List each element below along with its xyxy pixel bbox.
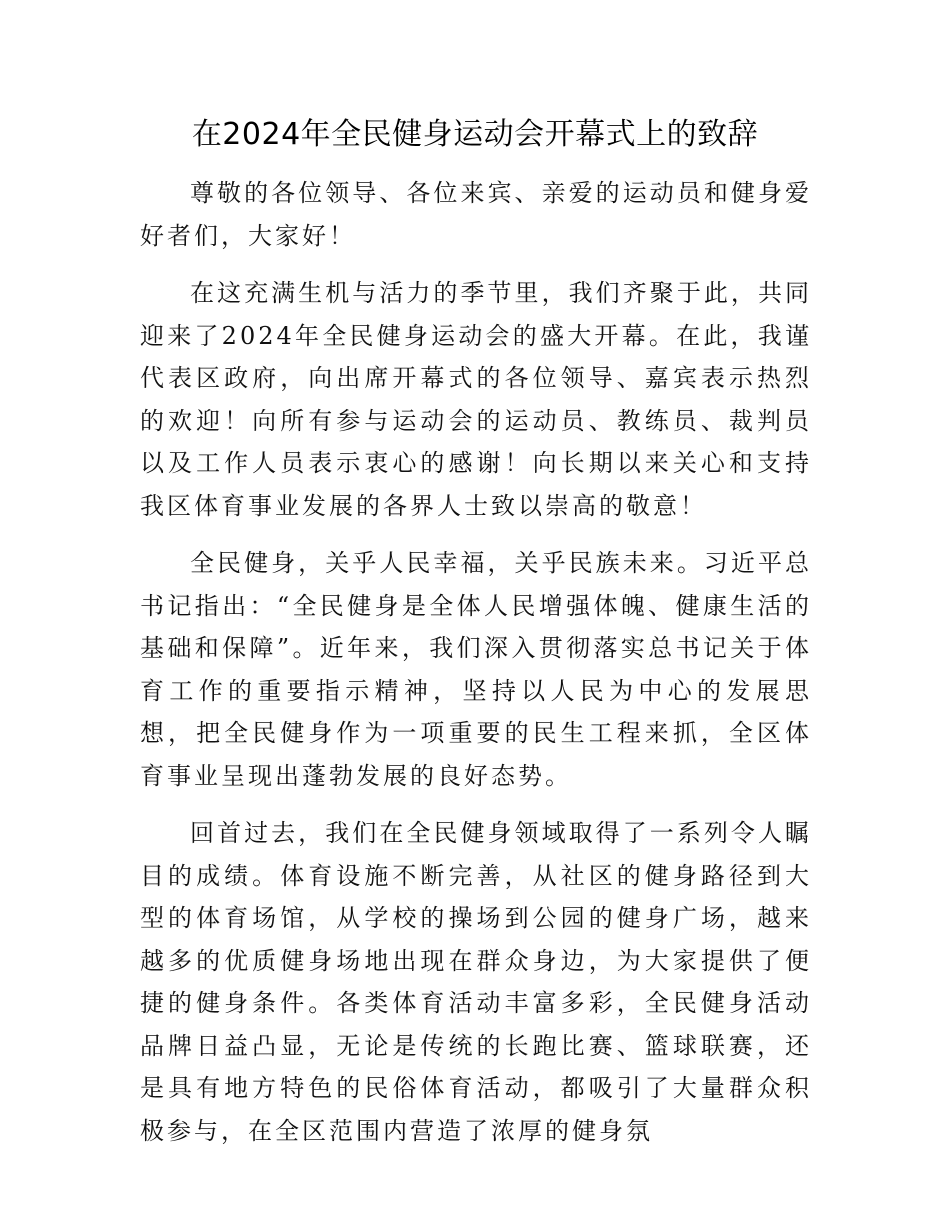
paragraph-greeting: 尊敬的各位领导、各位来宾、亲爱的运动员和健身爱好者们，大家好！ [140, 179, 812, 250]
paragraph-welcome: 在这充满生机与活力的季节里，我们齐聚于此，共同迎来了2024年全民健身运动会的盛大开幕。在此，我谨代表区政府，向出席开幕式的各位领导、嘉宾表示热烈的欢迎！向所有参与运动会的运动员、教练员、裁判员以及工作人员表示衷心的感谢！向长期以来关心和支持我区体育事业发展的各界人士致以崇高的敬意！ [140, 279, 812, 520]
paragraph-achievements: 回首过去，我们在全民健身领域取得了一系列令人瞩目的成绩。体育设施不断完善，从社区的健身路径到大型的体育场馆，从学校的操场到公园的健身广场，越来越多的优质健身场地出现在群众身边，为大家提供了便捷的健身条件。各类体育活动丰富多彩，全民健身活动品牌日益凸显，无论是传统的长跑比赛、篮球联赛，还是具有地方特色的民俗体育活动，都吸引了大量群众积极参与，在全区范围内营造了浓厚的健身氛 [140, 819, 812, 1145]
document-body [140, 172, 812, 1167]
paragraph-fitness-importance: 全民健身，关乎人民幸福，关乎民族未来。习近平总书记指出：“全民健身是全体人民增强体魄、健康生活的基础和保障”。近年来，我们深入贯彻落实总书记关于体育工作的重要指示精神，坚持以人民为中心的发展思想，把全民健身作为一项重要的民生工程来抓，全区体育事业呈现出蓬勃发展的良好态势。 [140, 549, 812, 790]
document-title: 在2024年全民健身运动会开幕式上的致辞 [191, 117, 759, 152]
